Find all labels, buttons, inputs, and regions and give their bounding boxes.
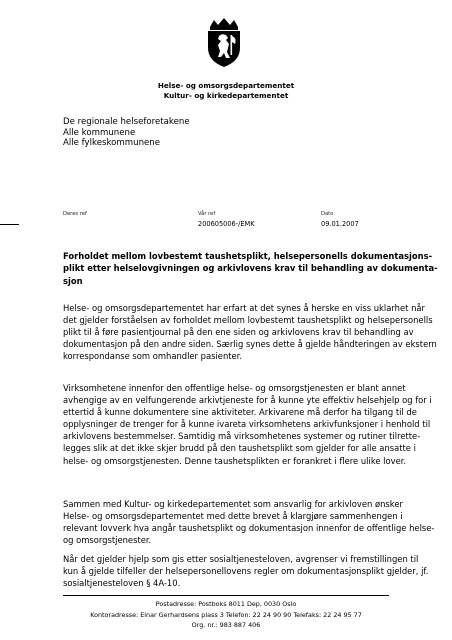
paragraph-line: kun å gjelde tilfeller der helsepersonellovens regler om dokumentasjonsplikt gjelder, jf.	[63, 566, 429, 577]
office-address: Kontoradresse: Einar Gerhardsens plass 3 Telefon: 22 24 90 90 Telefaks: 22 24 95 77	[90, 610, 362, 619]
paragraph-line: Virksomhetene innenfor den offentlige helse- og omsorgstjenesten er blant annet	[63, 383, 406, 393]
our-reference-label: Vår ref	[198, 211, 216, 217]
paragraph	[63, 382, 432, 467]
letter-subject	[63, 250, 438, 287]
paragraph-line: sosialtjenesteloven § 4A-10.	[63, 578, 181, 589]
paragraph-line: korrespondanse som omhandler pasienter.	[63, 351, 243, 362]
date-label: Dato	[321, 211, 334, 217]
letter-date	[321, 209, 359, 229]
paragraph-line: Sammen med Kultur- og kirkedepartementet som ansvarlig for arkivloven ønsker	[63, 499, 403, 509]
subject-line: plikt etter helselovgivningen og arkivlovens krav til behandling av dokumenta-	[63, 263, 438, 274]
recipient: Alle fylkeskommunene	[63, 138, 161, 148]
subject-line: Forholdet mellom lovbestemt taushetsplikt, helsepersonells dokumentasjons-	[63, 251, 433, 261]
our-reference	[198, 209, 255, 229]
date-value: 09.01.2007	[321, 220, 359, 228]
paragraph-line: opplysninger de trenger for å kunne ivareta virksomhetens arkivfunksjoner i henhold til	[63, 419, 431, 430]
paragraph-line: Helse- og omsorgsdepartementet har erfart at det synes å herske en viss uklarhet når	[63, 303, 425, 313]
postal-address: Postadresse: Postboks 8011 Dep, 0030 Oslo	[155, 600, 297, 608]
letter-footer	[0, 599, 452, 631]
paragraph-line: avhengige av en velfungerende arkivtjeneste for å kunne yte effektiv helsehjelp og for i	[63, 395, 432, 406]
paragraph-line: Helse- og omsorgsdepartementet med dette brevet å klargjøre sammenhengen i	[63, 511, 403, 522]
paragraph-line: arkivlovens bestemmelser. Samtidig må virksomhetenes systemer og rutiner tilrette-	[63, 431, 421, 442]
subject-line: sjon	[63, 275, 83, 286]
sender-department: Helse- og omsorgsdepartementet	[157, 81, 295, 90]
paragraph-line: plikt til å føre pasientjournal på den ene siden og arkivlovens krav til behandling av	[63, 327, 414, 338]
our-reference-value: 200605006-/EMK	[198, 220, 255, 228]
your-reference	[63, 209, 87, 219]
paragraph-line: dokumentasjon på den andre siden. Særlig synes dette å gjelde håndteringen av ekstern	[63, 339, 437, 350]
paragraph-line: relevant lovverk hva angår taushetsplikt og dokumentasjon innenfor de offentlige helse-	[63, 523, 435, 534]
fold-mark	[0, 224, 19, 225]
paragraph-line: og omsorgstjenester.	[63, 535, 152, 546]
paragraph	[63, 553, 429, 589]
recipient: De regionale helseforetakene	[63, 117, 190, 127]
paragraph	[63, 498, 435, 546]
recipient: Alle kommunene	[63, 127, 136, 138]
recipient-list	[63, 117, 190, 149]
paragraph-line: legges slik at det ikke skjer brudd på den taushetsplikt som gjelder for alle ansatte i	[63, 443, 416, 454]
paragraph	[63, 302, 437, 362]
footer-divider	[63, 595, 389, 596]
sender-department: Kultur- og kirkedepartementet	[163, 91, 289, 100]
norwegian-coat-of-arms-icon	[202, 18, 246, 68]
paragraph-line: det gjelder forståelsen av forholdet mellom lovbestemt taushetsplikt og helsepersonells	[63, 315, 433, 326]
your-reference-label: Deres ref	[63, 211, 87, 217]
org-number: Org. nr.: 983 887 406	[191, 621, 261, 629]
sender-departments	[0, 81, 452, 101]
paragraph-line: helse- og omsorgstjenesten. Denne taushetsplikten er forankret i flere ulike lover.	[63, 455, 407, 466]
paragraph-line: Når det gjelder hjelp som gis etter sosialtjenesteloven, avgrenser vi fremstillingen til	[63, 554, 419, 564]
paragraph-line: ettertid å kunne dokumentere sine aktiviteter. Arkivarene må derfor ha tilgang til de	[63, 407, 417, 418]
